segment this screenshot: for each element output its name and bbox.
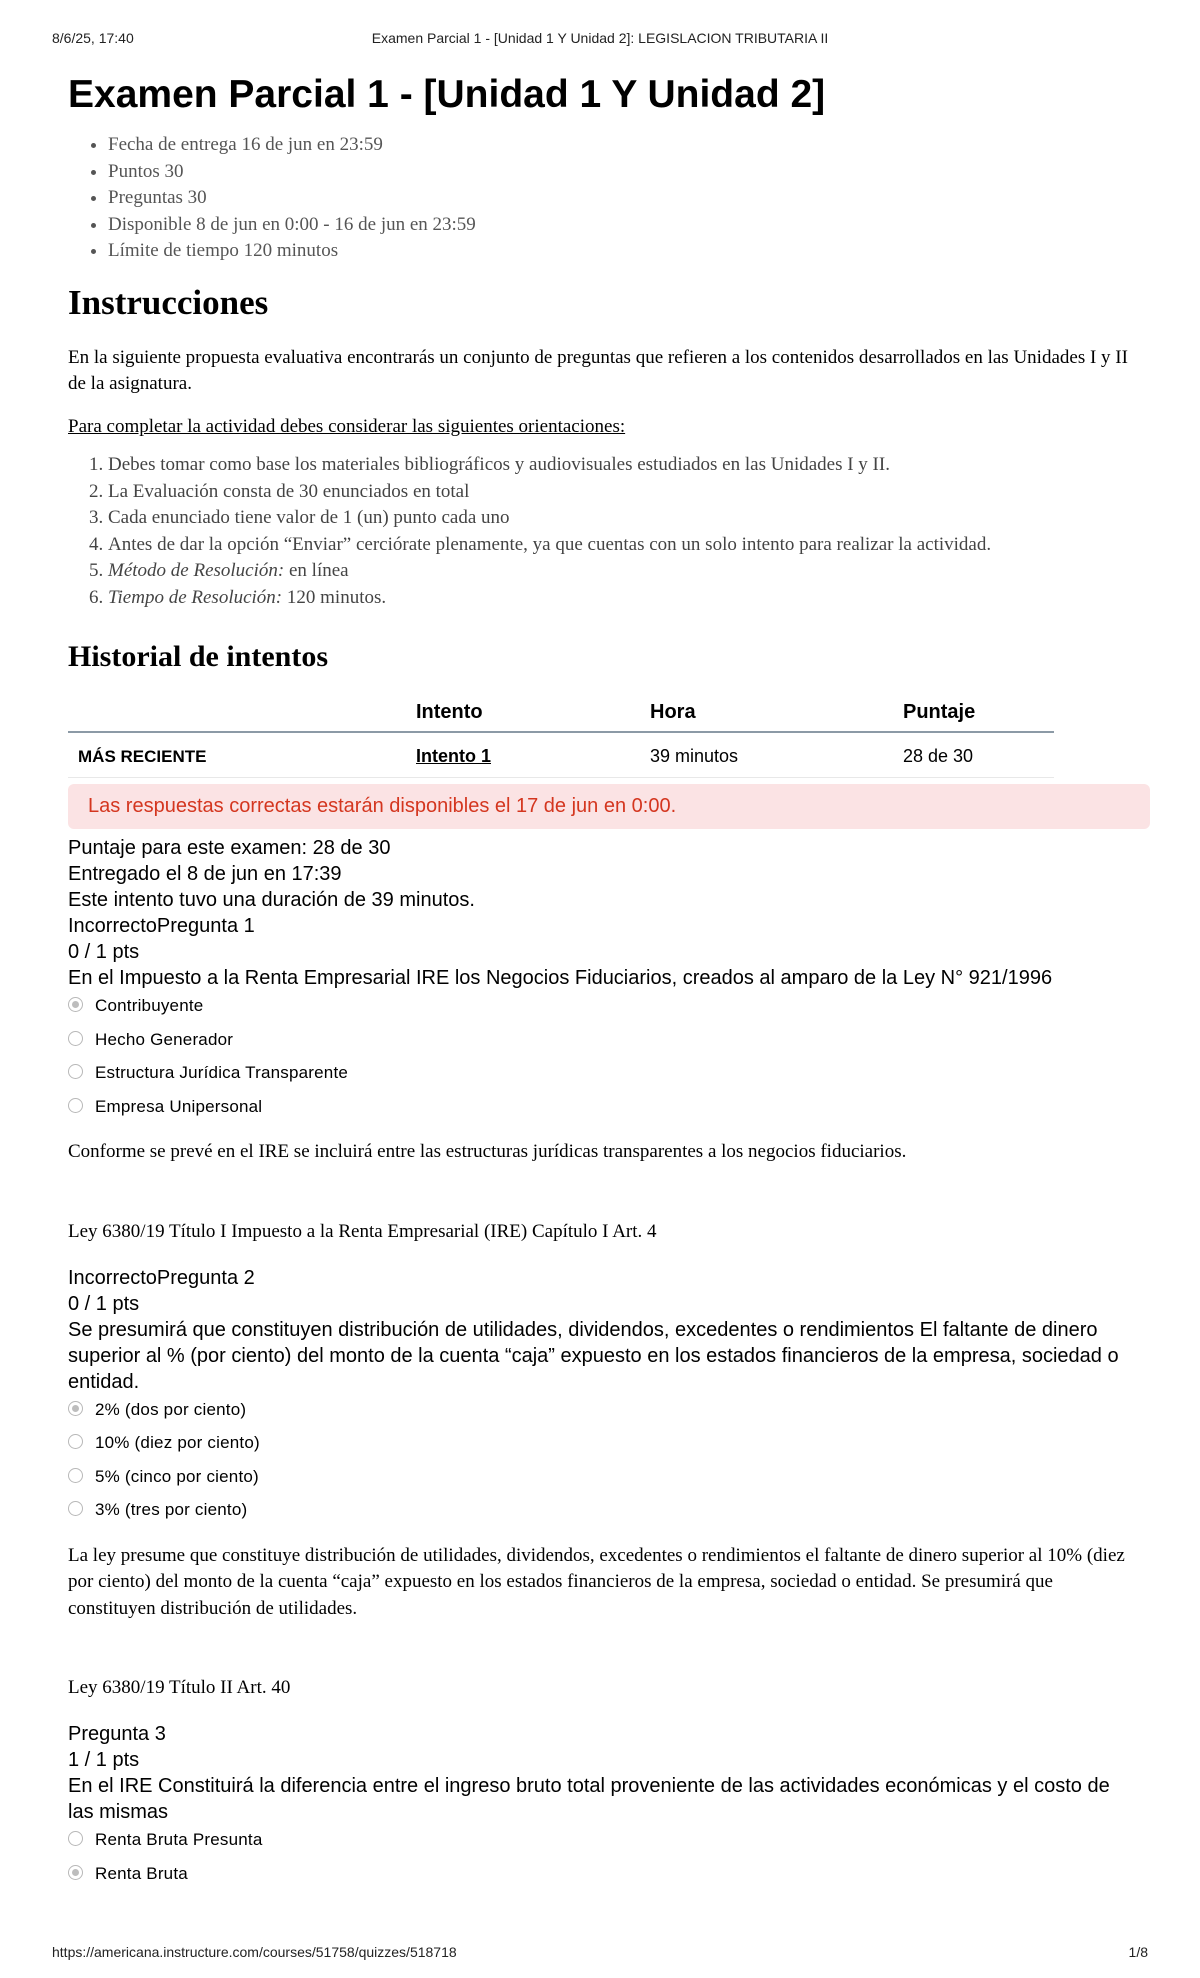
rule-label: Método de Resolución: [108, 560, 285, 581]
correct-answers-alert: Las respuestas correctas estarán disponibles el 17 de jun en 0:00. [68, 784, 1150, 829]
radio-selected-icon[interactable] [68, 1401, 83, 1416]
attempt-link[interactable]: Intento 1 [416, 746, 491, 766]
attempt-cell [406, 732, 640, 778]
orientations-title: Para completar la actividad debes considerar las siguientes orientaciones: [68, 415, 626, 437]
print-date: 8/6/25, 17:40 [52, 30, 134, 46]
answer-label: Contribuyente [95, 996, 204, 1015]
radio-icon[interactable] [68, 1031, 83, 1046]
column-header: Hora [640, 693, 893, 732]
radio-icon[interactable] [68, 1064, 83, 1079]
answer-comment: La ley presume que constituye distribución de utilidades, dividendos, excedentes o rendimientos el faltante de dinero superior al 10% (diez por ciento) del monto de la cuenta “caja” expuesto en los estados financieros de la empresa, sociedad o entidad. Se presumirá que constituyen distribución de utilidades. [68, 1544, 1125, 1619]
table-header-row [68, 693, 1054, 732]
rule-item [108, 558, 1140, 585]
answer-list [68, 1399, 1140, 1533]
column-header: Puntaje [893, 693, 1054, 732]
print-footer [52, 1944, 1148, 1964]
instructions-heading: Instrucciones [68, 282, 269, 322]
answer-label: Hecho Generador [95, 1029, 234, 1049]
question-2 [68, 1265, 1140, 1702]
radio-selected-icon[interactable] [68, 1865, 83, 1880]
due-date: • Fecha de entrega 16 de jun en 23:59 [108, 132, 1140, 159]
radio-icon[interactable] [68, 1098, 83, 1113]
answer-option[interactable] [68, 1863, 1140, 1897]
question-header: Pregunta 3 [68, 1723, 166, 1745]
radio-selected-icon[interactable] [68, 997, 83, 1012]
answer-option[interactable] [68, 1432, 1140, 1466]
rule-value: 120 minutos. [282, 586, 387, 608]
time-limit: • Límite de tiempo 120 minutos [108, 238, 1140, 265]
radio-icon[interactable] [68, 1831, 83, 1846]
score-cell: 28 de 30 [893, 732, 1054, 778]
print-header [52, 30, 1148, 50]
radio-icon[interactable] [68, 1468, 83, 1483]
answer-label: Renta Bruta [95, 1863, 188, 1883]
question-text: En el Impuesto a la Renta Empresarial IRE los Negocios Fiduciarios, creados al amparo de la Ley N° 921/1996 [68, 967, 1053, 989]
question-header: IncorrectoPregunta 1 [68, 915, 255, 937]
print-title: Examen Parcial 1 - [Unidad 1 Y Unidad 2]: LEGISLACION TRIBUTARIA II [371, 30, 829, 46]
availability: • Disponible 8 de jun en 0:00 - 16 de jun en 23:59 [108, 212, 1140, 239]
answer-option[interactable] [68, 1096, 1140, 1130]
radio-icon[interactable] [68, 1501, 83, 1516]
page-number: 1/8 [1128, 1944, 1148, 1960]
answer-label: 2% (dos por ciento) [95, 1399, 247, 1419]
answer-comment: Conforme se prevé en el IRE se incluirá entre las estructuras jurídicas transparentes a los negocios fiduciarios. [68, 1141, 907, 1162]
answer-option[interactable] [68, 1829, 1140, 1863]
answer-option[interactable] [68, 995, 1140, 1029]
rule-value: en línea [284, 560, 349, 581]
answer-option[interactable] [68, 1029, 1140, 1063]
answer-label: Renta Bruta Presunta [95, 1830, 263, 1849]
answer-label: 10% (diez por ciento) [95, 1433, 260, 1452]
attempts-table [68, 693, 1054, 778]
exam-score: Puntaje para este examen: 28 de 30 [68, 837, 391, 859]
points: • Puntos 30 [108, 159, 1140, 186]
answer-label: Estructura Jurídica Transparente [95, 1063, 349, 1082]
question-points: 0 / 1 pts [68, 1292, 140, 1315]
answer-option[interactable] [68, 1466, 1140, 1500]
submitted-date: Entregado el 8 de jun en 17:39 [68, 863, 342, 885]
page-content [68, 72, 1140, 1896]
radio-icon[interactable] [68, 1434, 83, 1449]
rule-label: Tiempo de Resolución: [108, 586, 283, 608]
question-header: IncorrectoPregunta 2 [68, 1266, 255, 1289]
column-header: Intento [406, 693, 640, 732]
exam-details-list [68, 132, 1140, 265]
rule-item: 3. Cada enunciado tiene valor de 1 (un) punto cada uno [108, 505, 1140, 532]
question-text: Se presumirá que constituyen distribución de utilidades, dividendos, excedentes o rendimientos El faltante de dinero superior al % (por ciento) del monto de la cuenta “caja” expuesto en los estados financieros de la empresa, sociedad o entidad. [68, 1318, 1119, 1393]
answer-option[interactable] [68, 1499, 1140, 1533]
rule-item [108, 585, 1140, 612]
rules-list [68, 452, 1140, 611]
attempt-summary [68, 835, 1140, 913]
answer-label: 5% (cinco por ciento) [95, 1466, 259, 1486]
instructions-intro: En la siguiente propuesta evaluativa encontrarás un conjunto de preguntas que refieren a los contenidos desarrollados en las Unidades I y II de la asignatura. [68, 346, 1128, 394]
question-3 [68, 1721, 1140, 1896]
question-points: 0 / 1 pts [68, 941, 140, 963]
rule-item: 1. Debes tomar como base los materiales bibliográficos y audiovisuales estudiados en las Unidades I y II. [108, 452, 1140, 479]
rule-item: 2. La Evaluación consta de 30 enunciados en total [108, 479, 1140, 506]
answer-list [68, 1829, 1140, 1896]
answer-list [68, 995, 1140, 1129]
answer-option[interactable] [68, 1062, 1140, 1096]
table-row [68, 732, 1054, 778]
question-text: En el IRE Constituirá la diferencia entre el ingreso bruto total proveniente de las actividades económicas y el costo de las mismas [68, 1775, 1110, 1823]
column-header [68, 693, 406, 732]
page-url: https://americana.instructure.com/courses/51758/quizzes/518718 [52, 1944, 457, 1960]
answer-label: Empresa Unipersonal [95, 1096, 263, 1116]
answer-label: 3% (tres por ciento) [95, 1500, 248, 1519]
question-count: • Preguntas 30 [108, 185, 1140, 212]
attempt-duration: Este intento tuvo una duración de 39 minutos. [68, 889, 475, 911]
question-1 [68, 913, 1140, 1245]
question-points: 1 / 1 pts [68, 1749, 140, 1771]
most-recent-label: MÁS RECIENTE [68, 732, 406, 778]
history-heading: Historial de intentos [68, 640, 328, 673]
rule-item: 4. Antes de dar la opción “Enviar” cerciórate plenamente, ya que cuentas con un solo intento para realizar la actividad. [108, 532, 1140, 559]
answer-option[interactable] [68, 1399, 1140, 1433]
answer-source: Ley 6380/19 Título II Art. 40 [68, 1677, 291, 1698]
time-cell: 39 minutos [640, 732, 893, 778]
answer-source: Ley 6380/19 Título I Impuesto a la Renta Empresarial (IRE) Capítulo I Art. 4 [68, 1220, 657, 1242]
page-title: Examen Parcial 1 - [Unidad 1 Y Unidad 2] [68, 73, 826, 116]
